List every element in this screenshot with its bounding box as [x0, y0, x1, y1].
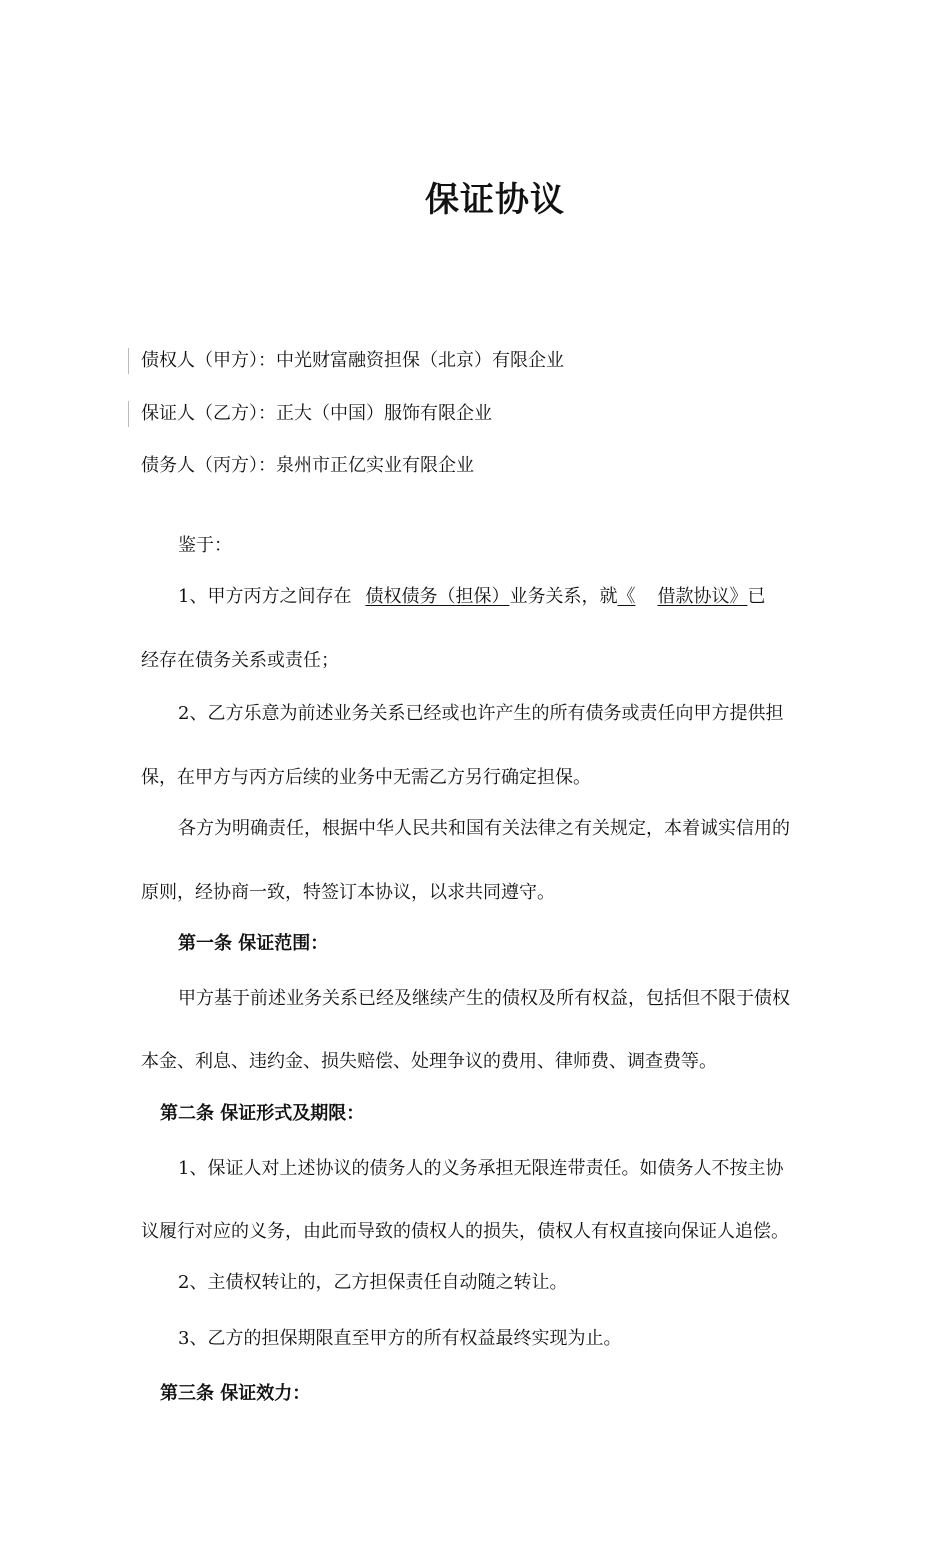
clause-1-prefix: 1、甲方丙方之间存在: [178, 586, 352, 607]
purpose-line-2: 原则，经协商一致，特签订本协议，以求共同遵守。: [141, 882, 555, 903]
relation-blank: 债权债务（担保）: [365, 586, 510, 607]
debtor-party: 债务人（丙方）：泉州市正亿实业有限企业: [141, 455, 474, 476]
article-2-item-2: 2、主债权转让的，乙方担保责任自动随之转让。: [178, 1272, 568, 1293]
paragraph-marker: [128, 348, 129, 374]
purpose-line-1: 各方为明确责任，根据中华人民共和国有关法律之有关规定，本着诚实信用的: [178, 818, 790, 839]
clause-1-line-2: 经存在债务关系或责任；: [141, 650, 339, 671]
article-1-heading: 第一条 保证范围：: [178, 933, 329, 954]
article-3-heading: 第三条 保证效力：: [160, 1383, 311, 1404]
article-2-item-3: 3、乙方的担保期限直至甲方的所有权益最终实现为止。: [178, 1328, 622, 1349]
clause-1-middle: 业务关系，就: [509, 586, 618, 607]
whereas-label: 鉴于：: [178, 535, 232, 556]
article-1-line-2: 本金、利息、违约金、损失赔偿、处理争议的费用、律师费、调查费等。: [141, 1051, 717, 1072]
article-2-item-1-line-2: 议履行对应的义务，由此而导致的债权人的损失，债权人有权直接向保证人追偿。: [141, 1221, 789, 1242]
clause-1-line-1: [178, 584, 765, 610]
clause-2-line-1: 2、乙方乐意为前述业务关系已经或也许产生的所有债务或责任向甲方提供担: [178, 703, 784, 724]
creditor-party: 债权人（甲方）：中光财富融资担保（北京）有限企业: [141, 350, 564, 371]
article-2-heading: 第二条 保证形式及期限：: [160, 1103, 365, 1124]
article-1-line-1: 甲方基于前述业务关系已经及继续产生的债权及所有权益，包括但不限于债权: [178, 988, 790, 1009]
guarantor-party: 保证人（乙方）：正大（中国）服饰有限企业: [141, 403, 492, 424]
clause-1-suffix: 已: [747, 586, 766, 607]
agreement-blank: 《 借款协议》: [617, 586, 748, 607]
clause-2-line-2: 保，在甲方与丙方后续的业务中无需乙方另行确定担保。: [141, 767, 591, 788]
document-title: 保证协议: [425, 180, 565, 220]
article-2-item-1-line-1: 1、保证人对上述协议的债务人的义务承担无限连带责任。如债务人不按主协: [178, 1158, 784, 1179]
paragraph-marker: [128, 401, 129, 427]
